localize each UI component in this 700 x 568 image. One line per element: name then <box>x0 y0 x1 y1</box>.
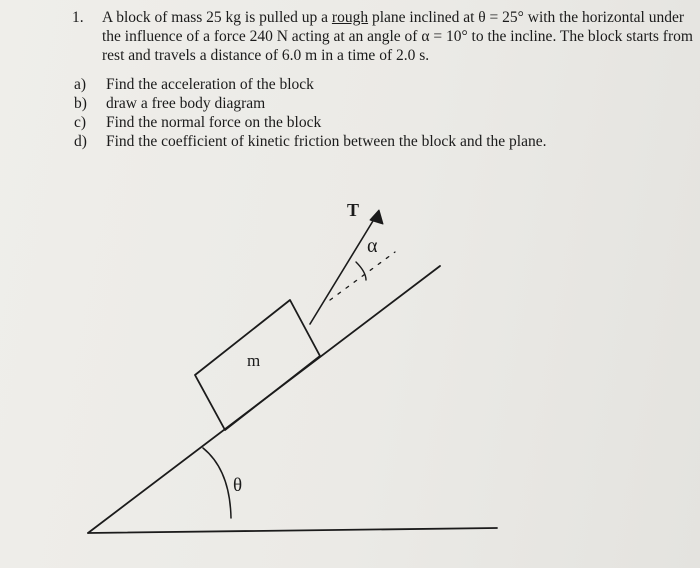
theta-label: θ <box>233 475 243 496</box>
question-number: 1. <box>72 9 84 26</box>
question-text: A block of mass 25 kg is pulled up a rough plane inclined at θ = 25° with the horizontal under the influence of a force 240 N acting at an angle of α = 10° to the incline. The block starts from rest and travels a distance of 6.0 m in a time of 2.0 s. <box>102 9 693 64</box>
tension-label: T <box>347 200 360 220</box>
theta-arc <box>203 448 231 518</box>
alpha-label: α <box>367 235 378 257</box>
part-d: d) Find the coefficient of kinetic friction between the block and the plane. <box>74 133 547 150</box>
ground-line <box>88 528 497 533</box>
part-a: a) Find the acceleration of the block <box>74 76 314 93</box>
underlined-word: rough <box>331 9 369 26</box>
tension-vector <box>310 216 376 324</box>
alpha-arc <box>356 262 366 280</box>
part-c: c) Find the normal force on the block <box>74 114 322 131</box>
mass-label: m <box>247 351 261 370</box>
part-b: b) draw a free body diagram <box>74 95 266 112</box>
